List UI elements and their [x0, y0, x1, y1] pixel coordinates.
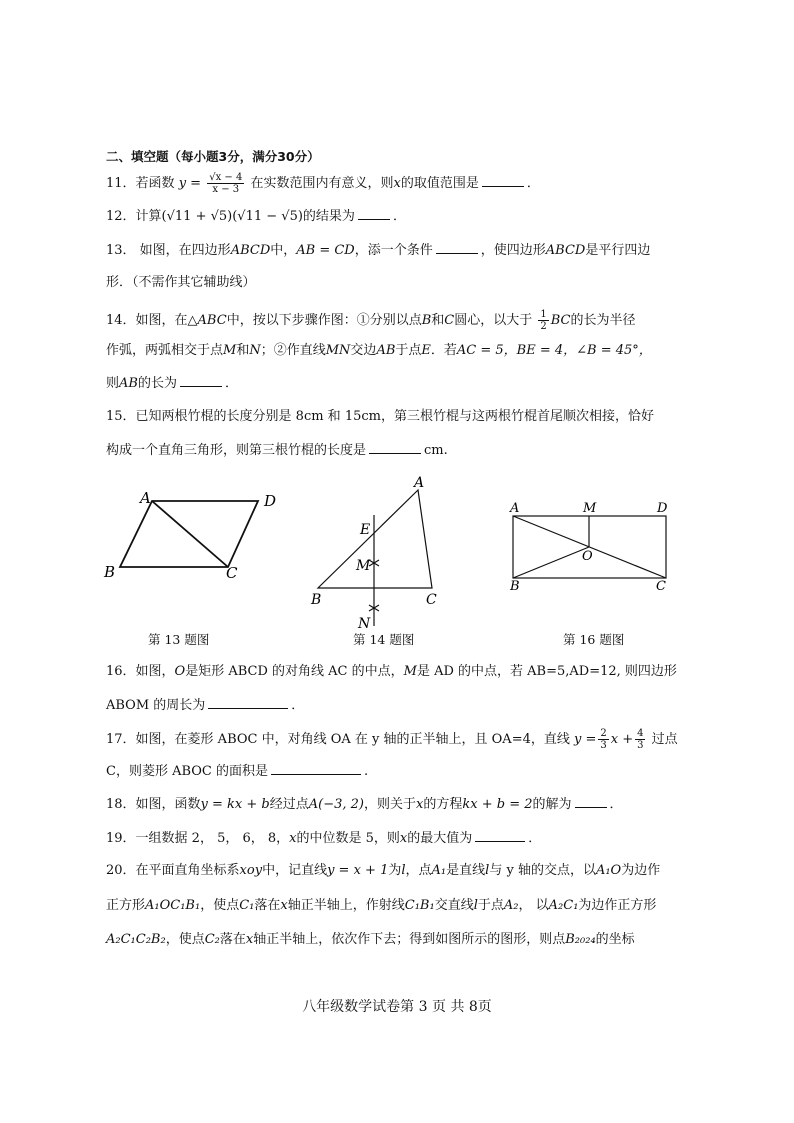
question-11 — [106, 172, 540, 195]
question-14-line2 — [106, 342, 652, 360]
section-title: 二、填空题（每小题3分，满分30分） — [106, 149, 320, 164]
q20-l2i: 为边作正方形 — [578, 898, 657, 913]
q11-answer-blank[interactable] — [482, 174, 524, 187]
fig16-label-o: O — [582, 549, 593, 564]
q20-l3d: 的坐标 — [595, 932, 635, 947]
q20-xoy: xoy — [239, 863, 263, 878]
q20-c1b1: C₁B₁ — [404, 898, 435, 913]
q16-m: M — [403, 664, 417, 679]
q14-bc: BC — [550, 313, 571, 328]
q20-l1h: 为边作 — [621, 863, 661, 878]
q18-b: 经过点 — [269, 797, 309, 812]
q14-c: C — [444, 313, 455, 328]
q11-mid: 在实数范围内有意义，则 — [250, 176, 394, 191]
q15-line2b: cm. — [424, 443, 448, 458]
q14-l3c: ． — [224, 376, 238, 391]
q14-p2: 中，按以下步骤作图：①分别以点 — [226, 313, 422, 328]
q12-answer-blank[interactable] — [358, 207, 390, 220]
fig13-diagonal — [152, 501, 228, 567]
q17-den2: 3 — [637, 740, 644, 751]
q13-mid1: 中， — [270, 243, 297, 258]
q14-l2f: ．若 — [430, 343, 457, 358]
q20-a1o: A₁O — [595, 863, 622, 878]
question-12 — [106, 207, 406, 226]
q14-p3: 和 — [431, 313, 445, 328]
q11-suffix: 的取值范围是 — [400, 176, 479, 191]
fig13-label-b: B — [104, 563, 116, 581]
q11-end: ． — [526, 176, 540, 191]
question-15-line2 — [106, 441, 448, 460]
question-17-line2 — [106, 762, 368, 781]
q14-denominator: 2 — [540, 321, 547, 332]
q16-l2a: ABOM 的周长为 — [106, 698, 206, 713]
fig14-label-m: M — [356, 558, 371, 574]
q17-answer-blank[interactable] — [271, 762, 361, 775]
q20-a2: A₂ — [503, 898, 519, 913]
fig16-label-b: B — [510, 579, 520, 594]
q14-ab: AB — [376, 343, 396, 358]
fig14-label-e: E — [360, 522, 371, 538]
q19-d: ． — [528, 831, 542, 846]
figure-16 — [513, 516, 666, 578]
q20-l1d: ，点 — [405, 863, 432, 878]
q11-numerator: √x − 4 — [209, 172, 243, 183]
question-20-line2 — [106, 897, 656, 915]
fig16-caption: 第 16 题图 — [563, 632, 625, 647]
q14-l2a: 作弧，两弧相交于点 — [106, 343, 224, 358]
question-16-line1 — [106, 663, 677, 681]
q13-abcd: ABCD — [230, 243, 271, 258]
q14-triangle: △ABC — [187, 313, 227, 328]
q11-denominator: x − 3 — [212, 184, 240, 195]
q14-p4: 圆心，以大于 — [454, 313, 533, 328]
q14-l3b: 的长为 — [137, 376, 177, 391]
q14-l2d: 交边 — [350, 343, 377, 358]
q14-l2b: 和 — [236, 343, 250, 358]
q20-a1: A₁ — [431, 863, 447, 878]
q18-equation: kx + b = 2 — [462, 797, 533, 812]
q14-m: M — [223, 343, 237, 358]
q19-b: 的中位数是 5，则 — [296, 831, 400, 846]
q18-answer-blank[interactable] — [575, 795, 607, 808]
q20-a2c1: A₂C₁ — [548, 898, 579, 913]
q12-text: 12．计算 — [106, 209, 162, 224]
q20-l1e: 是直线 — [446, 863, 486, 878]
q15-answer-blank[interactable] — [369, 441, 421, 454]
q13-mid2: ，添一个条件 — [354, 243, 433, 258]
figure-14 — [318, 490, 432, 626]
q18-f: ． — [609, 797, 623, 812]
q14-fraction — [538, 309, 548, 332]
q17-l1a: 17．如图，在菱形 ABOC 中，对角线 OA 在 y 轴的正半轴上，且 OA=4，直线 — [106, 732, 570, 747]
q19-c: 的最大值为 — [407, 831, 473, 846]
q14-ab2: AB — [119, 376, 138, 391]
q20-l2b: ，使点 — [200, 898, 240, 913]
q20-x2: x — [245, 932, 254, 947]
question-20-line3 — [106, 931, 635, 949]
question-17-line1 — [106, 728, 678, 751]
question-14-line1 — [106, 309, 636, 332]
q17-l1b: 过点 — [651, 732, 678, 747]
q16-l1c: 是 AD 的中点，若 AB=5,AD=12, 则四边形 — [416, 664, 677, 679]
q14-b: B — [421, 313, 432, 328]
figure-13 — [120, 501, 258, 567]
question-20-line1 — [106, 862, 660, 880]
q17-num2: 4 — [637, 728, 644, 739]
question-14-line3 — [106, 374, 238, 393]
q17-y: y = — [574, 732, 597, 747]
q18-point: A(−3, 2) — [308, 797, 364, 812]
q20-l2g: 于点 — [477, 898, 504, 913]
q11-y: y = — [178, 176, 202, 191]
q14-l3a: 则 — [106, 376, 120, 391]
q13-abcd2: ABCD — [545, 243, 586, 258]
question-13-line2: 形．（不需作其它辅助线） — [106, 275, 256, 290]
q19-a: 19．一组数据 2， 5， 6， 8， — [106, 831, 290, 846]
q17-den1: 3 — [600, 740, 607, 751]
q17-l2b: . — [364, 764, 369, 779]
q18-e: 的解为 — [532, 797, 572, 812]
q17-fraction1 — [598, 728, 608, 751]
q20-c1: C₁ — [239, 898, 255, 913]
page-footer: 八年级数学试卷第 3 页 共 8页 — [302, 999, 492, 1015]
q18-c: ，则关于 — [364, 797, 417, 812]
figures-area — [0, 470, 794, 630]
q17-l2a: C，则菱形 ABOC 的面积是 — [106, 764, 268, 779]
q14-answer-blank[interactable] — [180, 374, 222, 387]
q12-suffix: 的结果为 — [302, 209, 355, 224]
q18-function: y = kx + b — [200, 797, 270, 812]
q19-x: x — [289, 831, 297, 846]
q13-answer-blank[interactable] — [436, 241, 478, 254]
q16-l2b: ． — [291, 698, 305, 713]
q14-p1: 14．如图，在 — [106, 313, 188, 328]
q14-e: E — [421, 343, 431, 358]
q17-num1: 2 — [600, 728, 607, 739]
q20-l1f: l — [485, 863, 490, 878]
fig14-label-a: A — [414, 475, 425, 491]
q14-mn: MN — [325, 343, 351, 358]
fig16-label-c: C — [656, 579, 666, 594]
q20-l2d: 轴正半轴上，作射线 — [287, 898, 405, 913]
q20-l1b: 中，记直线 — [262, 863, 328, 878]
q20-l2f: l — [473, 898, 478, 913]
q15-line2a: 构成一个直角三角形，则第三根竹棍的长度是 — [106, 443, 367, 458]
question-18 — [106, 795, 623, 814]
question-15-line1: 15．已知两根竹棍的长度分别是 8cm 和 15cm，第三根竹棍与这两根竹棍首尾顺次相接，恰好 — [106, 409, 654, 424]
q16-o: O — [174, 664, 186, 679]
fig14-label-b: B — [311, 592, 322, 608]
q16-answer-blank[interactable] — [208, 696, 288, 709]
q11-fraction — [207, 172, 244, 195]
question-13-line1 — [106, 241, 650, 260]
q20-c2: C₂ — [204, 932, 220, 947]
q12-end: ． — [392, 209, 406, 224]
q20-sq2: A₂C₁C₂B₂ — [106, 932, 166, 947]
q20-l: l — [401, 863, 406, 878]
q20-line-eq: y = x + 1 — [327, 863, 389, 878]
q13-condition: AB = CD — [296, 243, 355, 258]
q20-l3b: 落在 — [219, 932, 246, 947]
q14-numerator: 1 — [540, 309, 547, 320]
q13-text: 13． 如图，在四边形 — [106, 243, 231, 258]
question-16-line2 — [106, 696, 304, 715]
q20-sq1: A₁OC₁B₁ — [145, 898, 201, 913]
q11-x: x — [393, 176, 401, 191]
q17-fraction2 — [635, 728, 645, 751]
q20-l1a: 20．在平面直角坐标系 — [106, 863, 240, 878]
fig13-caption: 第 13 题图 — [148, 632, 210, 647]
q14-conditions: AC = 5，BE = 4，∠B = 45°， — [456, 343, 652, 358]
fig14-label-c: C — [426, 592, 437, 608]
question-19 — [106, 829, 541, 848]
q19-answer-blank[interactable] — [475, 829, 525, 842]
fig16-label-a: A — [510, 501, 520, 516]
fig13-label-c: C — [226, 564, 238, 582]
q20-l1c: 为 — [388, 863, 402, 878]
q18-x: x — [416, 797, 424, 812]
fig14-triangle — [318, 490, 432, 588]
fig13-label-a: A — [140, 489, 151, 507]
q14-l2c: ；②作直线 — [260, 343, 326, 358]
q18-d: 的方程 — [423, 797, 463, 812]
q14-l2e: 于点 — [395, 343, 422, 358]
q19-x2: x — [399, 831, 408, 846]
q16-l1a: 16．如图， — [106, 664, 175, 679]
q14-p5: 的长为半径 — [570, 313, 636, 328]
fig13-label-d: D — [264, 492, 277, 510]
q20-l3c: 轴正半轴上，依次作下去；得到如图所示的图形，则点 — [253, 932, 566, 947]
q18-a: 18．如图，函数 — [106, 797, 201, 812]
fig16-segment-bo — [513, 547, 589, 578]
q14-n: N — [249, 343, 261, 358]
q20-l2a: 正方形 — [106, 898, 146, 913]
q13-end1: 是平行四边 — [585, 243, 651, 258]
q20-x: x — [280, 898, 288, 913]
q20-l3a: ，使点 — [165, 932, 205, 947]
q20-b2024: B₂₀₂₄ — [565, 932, 596, 947]
q20-l2h: ， 以 — [518, 898, 549, 913]
q16-l1b: 是矩形 ABCD 的对角线 AC 的中点， — [185, 664, 404, 679]
fig14-label-n: N — [358, 616, 371, 630]
q20-l2c: 落在 — [254, 898, 281, 913]
fig16-label-d: D — [657, 501, 668, 516]
fig14-caption: 第 14 题图 — [353, 632, 415, 647]
q11-text: 11．若函数 — [106, 176, 175, 191]
q17-x: x + — [610, 732, 634, 747]
fig16-label-m: M — [583, 501, 597, 516]
q20-l2e: 交直线 — [434, 898, 474, 913]
q12-expression: (√11 + √5)(√11 − √5) — [161, 209, 303, 224]
q20-l1g: 与 y 轴的交点，以 — [489, 863, 596, 878]
q13-mid3: ，使四边形 — [480, 243, 546, 258]
